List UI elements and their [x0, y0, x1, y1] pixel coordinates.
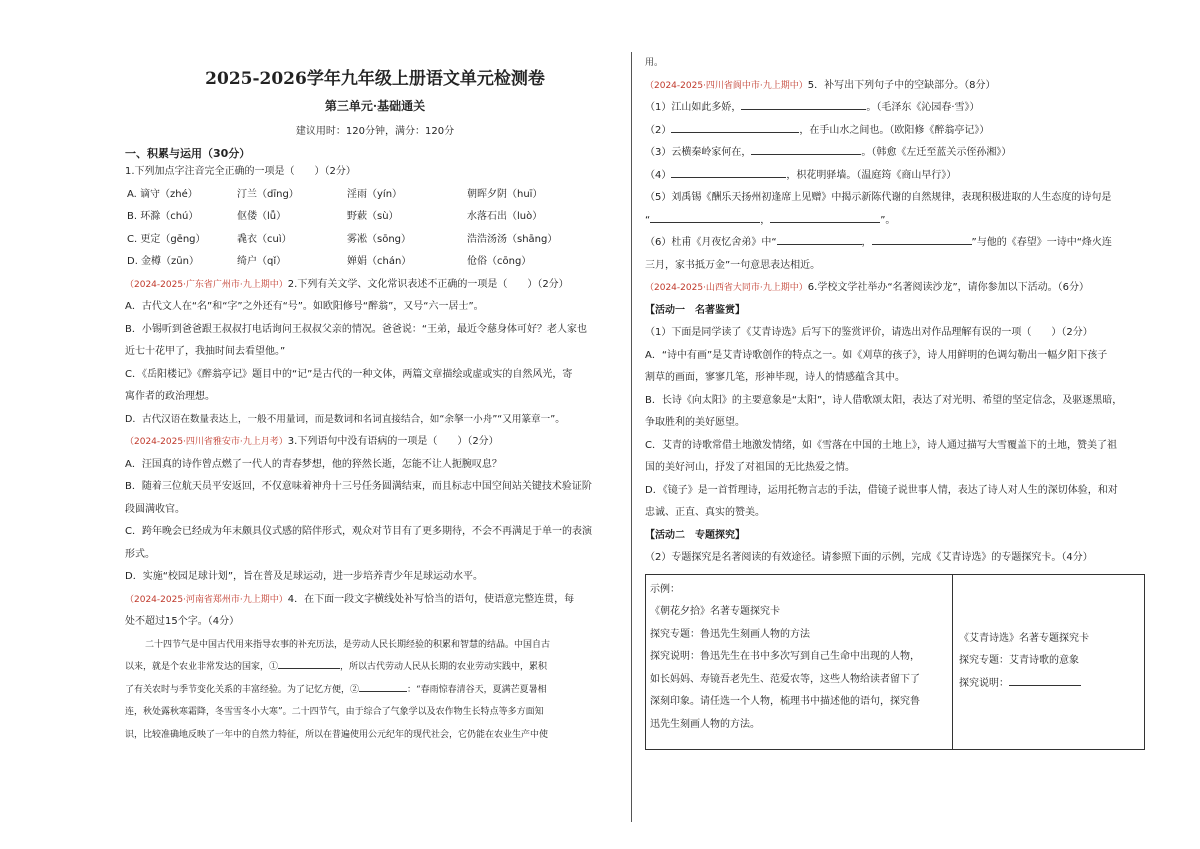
q1-option-cell: 野蔌（sù） [347, 211, 399, 222]
q4-stem-line [125, 589, 625, 612]
q3-source: （2024-2025·四川省雅安市·九上月考） [125, 437, 288, 447]
inquiry-card-table [645, 574, 1145, 750]
q2-option-a: A．古代文人在“名”和“字”之外还有“号”。如欧阳修号“醉翁”，又号“六一居士”。 [125, 301, 484, 312]
q5-source: （2024-2025·四川省阆中市·九上期中） [645, 80, 808, 91]
item-text: “ [645, 214, 651, 226]
q4-stem-cont: 处不超过15个字。（4分） [125, 616, 240, 627]
q6-sub-1: （1）下面是同学读了《艾青诗选》后写下的鉴赏评价，请选出对作品理解有误的一项（ ）（2分） [645, 327, 1093, 338]
passage-text: 以来，就是个农业非常发达的国家，① [125, 662, 279, 672]
card-line: 深刻印象。请任选一个人物，梳理书中描述他的语句，探究鲁 [650, 696, 920, 707]
q5-item-5: （5）刘禹锡《酬乐天扬州初逢席上见赠》中揭示新陈代谢的自然规律，表现积极进取的人生态度的诗句是 [645, 192, 1112, 203]
q3-stem: 3.下列语句中没有语病的一项是（ ）（2分） [287, 436, 499, 447]
q6-option-a-cont: 割草的画面，寥寥几笔，形神毕现，诗人的情感蕴含其中。 [645, 372, 905, 383]
item-text: （3）云横秦岭家何在， [645, 147, 752, 158]
passage-line: 识，比较准确地反映了一年中的自然力特征，所以在普遍使用公元纪年的现代社会，它仍能在农业生产中使 [125, 729, 549, 740]
passage-text: ，所以古代劳动人民从长期的农业劳动实践中，累积 [340, 662, 548, 672]
fill-blank[interactable] [751, 144, 861, 155]
q6-option-c: C．艾青的诗歌常借土地激发情绪，如《雪落在中国的土地上》，诗人通过描写大雪覆盖下的土地，赞美了祖 [645, 439, 1117, 451]
card-line: 迅先生刻画人物的方法。 [650, 718, 760, 730]
q6-source: （2024-2025·山西省大同市·九上期中） [645, 283, 808, 293]
q5-item-6-cont: 三月，家书抵万金”一句意思表达相近。 [645, 259, 821, 271]
q1-option-cell: 毳衣（cuì） [237, 233, 292, 245]
item-text: ，在手山水之间也。（欧阳修《醉翁亭记》） [799, 124, 990, 136]
q1-option-cell: 浩浩汤汤（shāng） [467, 233, 558, 245]
answer-card [953, 575, 1144, 749]
q1-option-cell: 汀兰（dīng） [237, 188, 299, 200]
q6-option-d-cont: 忠诚、正直、真实的赞美。 [645, 507, 765, 518]
q6-option-d: D．《镜子》是一首哲理诗，运用托物言志的手法，借镜子说世事人情，表达了诗人对人生的深切体验，和对 [645, 484, 1118, 496]
example-card [646, 575, 953, 749]
card-line: 《艾青诗选》名著专题探究卡 [959, 632, 1089, 644]
item-text: 。（韩愈《左迁至蓝关示侄孙湘》） [861, 147, 1012, 158]
section-heading: 一、积累与运用（30分） [125, 147, 251, 160]
card-line: 探究专题：鲁迅先生刻画人物的方法 [650, 628, 810, 640]
q5-item-2 [645, 120, 1145, 143]
answer-blank-2[interactable] [359, 681, 407, 692]
item-text: ，枳花明驿墙。（温庭筠《商山早行》） [786, 169, 957, 181]
item-text: ， [760, 214, 771, 226]
q2-option-c-cont: 寓作者的政治理想。 [125, 391, 215, 402]
q5-item-4 [645, 165, 1145, 188]
right-column [645, 52, 1145, 750]
q6-option-c-cont: 国的美好河山，抒发了对祖国的无比热爱之情。 [645, 462, 855, 473]
q1-option-cell: 雾凇（sōng） [347, 233, 412, 245]
q3-option-a: A．汪国真的诗作曾点燃了一代人的青春梦想，他的猝然长逝，怎能不让人扼腕叹息？ [125, 458, 502, 470]
passage-line [125, 679, 625, 702]
q2-option-b: B．小锡听到爸爸跟王叔叔打电话询问王叔叔父亲的情况。爸爸说：“王弟，最近令慈身体可好？老人家也 [125, 323, 588, 335]
q5-item-3 [645, 142, 1145, 165]
passage-line: 二十四节气是中国古代用来指导农事的补充历法，是劳动人民长期经验的积累和智慧的结晶。中国自古 [145, 639, 551, 650]
exam-title: 2025-2026学年九年级上册语文单元检测卷 [205, 69, 545, 89]
q1-option-cell: 水落石出（luò） [467, 211, 543, 222]
q4-passage [125, 634, 625, 747]
item-text: ”。 [880, 214, 896, 226]
q5-stem: 5．补写出下列句子中的空缺部分。（8分） [807, 79, 996, 91]
q1-option-cell: 伧俗（cōng） [467, 256, 532, 267]
fill-blank[interactable] [671, 122, 799, 133]
passage-line: 连，秋处露秋寒霜降，冬雪雪冬小大寒”。二十四节气，由于综合了气象学以及农作物生长特点等多方面知 [125, 707, 544, 717]
q6-stem-line [645, 277, 1145, 300]
passage-text: 了有关农时与季节变化关系的丰富经验。为了记忆方便，② [125, 684, 360, 695]
q5-item-5-cont [645, 210, 1145, 233]
card-answer-blank[interactable] [1009, 675, 1081, 686]
q1-option-cell: 淫雨（yín） [347, 188, 403, 200]
q3-option-d: D．实施“校园足球计划”，旨在普及足球运动，进一步培养青少年足球运动水平。 [125, 571, 484, 582]
exam-time-note: 建议用时：120分钟，满分：120分 [295, 126, 455, 137]
q1-options [125, 184, 625, 274]
item-text: （6）杜甫《月夜忆舍弟》中“ [645, 237, 777, 248]
card-line: 如长妈妈、寿镜吾老先生、范爱农等，这些人物给读者留下了 [650, 673, 920, 685]
q2-option-d: D．古代汉语在数量表达上，一般不用量词，而是数词和名词直接结合，如“余拏一小舟”“又用篆章一”。 [125, 413, 565, 425]
item-text: ”与他的《春望》一诗中“烽火连 [971, 237, 1112, 248]
fill-blank[interactable] [777, 234, 862, 245]
q1-option-cell: 伛偻（lǚ） [237, 211, 287, 222]
q6-stem: 6.学校文学社举办“名著阅读沙龙”，请你参加以下活动。（6分） [807, 282, 1090, 293]
q3-option-c-cont: 形式。 [125, 548, 155, 560]
item-text: 。（毛泽东《沁园春·雪》） [866, 102, 980, 113]
passage-text: ：“春雨惊春清谷天，夏满芒夏暑相 [407, 684, 547, 695]
q3-option-c: C．跨年晚会已经成为年末颇具仪式感的陪伴形式，观众对节目有了更多期待，不会不再满足于单一的表演 [125, 526, 592, 537]
q2-stem: 2.下列有关文学、文化常识表述不正确的一项是（ ）（2分） [287, 278, 569, 290]
card-line: 《朝花夕拾》名著专题探究卡 [650, 606, 780, 617]
card-line: 探究专题：艾青诗歌的意象 [959, 655, 1079, 667]
answer-blank-1[interactable] [278, 658, 340, 669]
q1-stem: 1.下列加点字注音完全正确的一项是（ ）（2分） [125, 166, 356, 177]
left-column [125, 52, 625, 746]
card-line [959, 673, 1138, 696]
card-text: 探究说明： [959, 677, 1009, 689]
q4-source: （2024-2025·河南省郑州市·九上期中） [125, 594, 288, 605]
card-line: 示例： [650, 583, 680, 595]
q5-item-6 [645, 232, 1145, 255]
exam-subtitle: 第三单元·基础通关 [324, 99, 426, 113]
q6-activity-1: 【活动一 名著鉴赏】 [645, 304, 745, 316]
q6-option-b-cont: 争取胜利的美好愿望。 [645, 417, 745, 428]
q1-option-cell: 绮户（qǐ） [237, 256, 287, 267]
q6-sub-2: （2）专题探究是名著阅读的有效途径。请参照下面的示例，完成《艾青诗选》的专题探究卡。（4分） [645, 552, 1093, 563]
q1-option-cell: 朝晖夕阴（huī） [467, 188, 543, 200]
fill-blank[interactable] [650, 212, 760, 223]
fill-blank[interactable] [770, 212, 880, 223]
q3-option-b-cont: 段圆满收官。 [125, 503, 185, 515]
q2-source: （2024-2025·广东省广州市·九上期中） [125, 279, 288, 290]
q3-stem-line [125, 431, 625, 454]
item-text: （2） [645, 124, 672, 136]
q6-option-b: B．长诗《向太阳》的主要意象是“太阳”，诗人借歌颂太阳，表达了对光明、希望的坚定信念，及驱逐黑暗， [645, 394, 1123, 406]
fill-blank[interactable] [671, 167, 786, 178]
q2-option-c: C．《岳阳楼记》《醉翁亭记》题目中的“记”是古代的一种文体，两篇文章描绘或虚或实的自然风光，寄 [125, 368, 573, 380]
q4-stem: 4．在下面一段文字横线处补写恰当的语句，使语意完整连贯，每 [287, 593, 575, 605]
q5-stem-line [645, 75, 1145, 98]
q4-passage-end: 用。 [645, 58, 664, 68]
item-text: （1）江山如此多娇， [645, 102, 742, 113]
q1-option-cell: A. 谪守（zhé） [127, 188, 198, 200]
q1-option-cell: D. 金樽（zūn） [127, 256, 199, 267]
fill-blank[interactable] [872, 234, 972, 245]
q2-option-b-cont: 近七十花甲了，我抽时间去看望他。” [125, 346, 286, 357]
q2-stem-line [125, 274, 625, 297]
item-text: ， [861, 237, 872, 248]
q3-option-b: B．随着三位航天员平安返回，不仅意味着神舟十三号任务圆满结束，而且标志中国空间站关键技术验证阶 [125, 481, 592, 492]
q1-option-cell: C. 更定（gēng） [127, 233, 206, 245]
passage-line [125, 656, 625, 679]
card-line: 探究说明：鲁迅先生在书中多次写到自己生命中出现的人物， [650, 651, 920, 662]
q5-item-1 [645, 97, 1145, 120]
item-text: （4） [645, 169, 672, 181]
q6-option-a: A．“诗中有画”是艾青诗歌创作的特点之一。如《刈草的孩子》，诗人用鲜明的色调勾勒出一幅夕阳下孩子 [645, 349, 1108, 361]
q1-option-cell: B. 环滁（chú） [127, 211, 199, 222]
q6-activity-2: 【活动二 专题探究】 [645, 529, 745, 541]
q1-option-cell: 婵娟（chán） [347, 256, 412, 267]
column-divider [631, 52, 632, 822]
fill-blank[interactable] [741, 99, 866, 110]
